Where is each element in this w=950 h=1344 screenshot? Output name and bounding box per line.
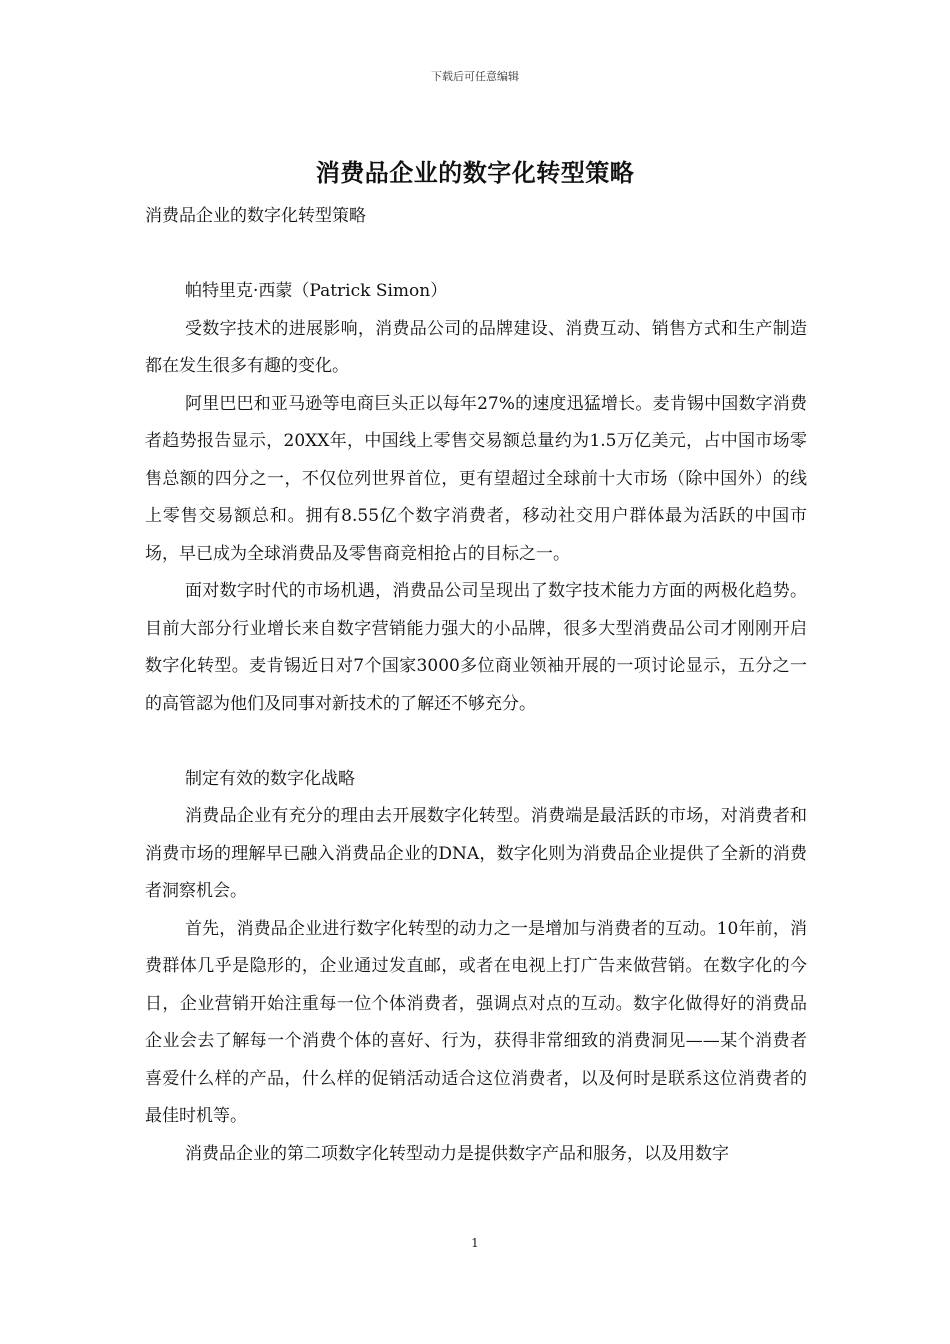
- document-title: 消费品企业的数字化转型策略: [315, 159, 635, 187]
- page-number: 1: [471, 1236, 479, 1250]
- body-paragraph: 受数字技术的进展影响，消费品公司的品牌建设、消费互动、销售方式和生产制造都在发生很多有趣的变化。: [145, 318, 807, 376]
- body-paragraph: 消费品企业的第二项数字化转型动力是提供数字产品和服务，以及用数字: [185, 1143, 729, 1164]
- paragraph-gap: [145, 723, 807, 761]
- body-paragraph: 消费品企业有充分的理由去开展数字化转型。消费端是最活跃的市场，对消费者和消费市场的理解早已融入消费品企业的DNA，数字化则为消费品企业提供了全新的消费者洞察机会。: [145, 806, 807, 901]
- author-line: 帕特里克·西蒙（Patrick Simon）: [185, 281, 448, 301]
- body-paragraph: 面对数字时代的市场机遇，消费品公司呈现出了数字技术能力方面的两极化趋势。目前大部分行业增长来自数字营销能力强大的小品牌，很多大型消费品公司才刚刚开启数字化转型。麦肯锡近日对7个国家3000多位商业领袖开展的一项讨论显示，五分之一的高管認为他们及同事对新技术的了解还不够充分。: [145, 581, 807, 714]
- document-subtitle: 消费品企业的数字化转型策略: [145, 206, 366, 226]
- header-note: 下载后可任意编辑: [431, 70, 519, 83]
- section-heading: 制定有效的数字化战略: [185, 768, 355, 789]
- document-body: [145, 198, 807, 1173]
- paragraph-gap: [145, 236, 807, 274]
- body-paragraph: 首先，消费品企业进行数字化转型的动力之一是增加与消费者的互动。10年前，消费群体几乎是隐形的，企业通过发直邮，或者在电视上打广告来做营销。在数字化的今日，企业营销开始注重每一位个体消费者，强调点对点的互动。数字化做得好的消费品企业会去了解每一个消费个体的喜好、行为，获得非常细致的消费洞见——某个消费者喜爱什么样的产品，什么样的促销活动适合这位消费者，以及何时是联系这位消费者的最佳时机等。: [145, 918, 807, 1126]
- body-paragraph: 阿里巴巴和亚马逊等电商巨头正以每年27%的速度迅猛增长。麦肯锡中国数字消费者趋势报告显示，20XX年，中国线上零售交易额总量约为1.5万亿美元，占中国市场零售总额的四分之一，不仅位列世界首位，更有望超过全球前十大市场（除中国外）的线上零售交易额总和。拥有8.55亿个数字消费者，移动社交用户群体最为活跃的中国市场，早已成为全球消费品及零售商竞相抢占的目标之一。: [145, 393, 807, 564]
